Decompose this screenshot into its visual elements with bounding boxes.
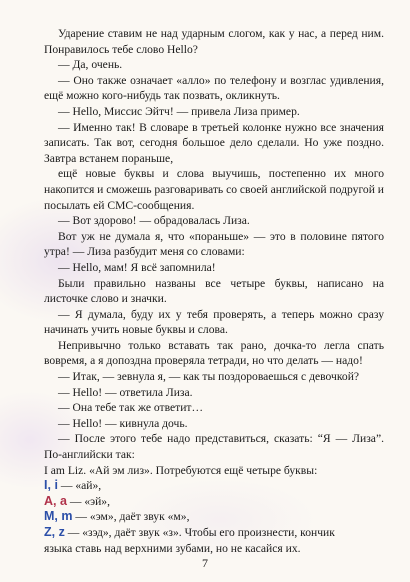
- paragraph: ещё новые буквы и слова выучишь, постепенно их много накопится и сможешь разговаривать со своей английской подругой и посылать ей СМС-сообщения.: [44, 167, 385, 212]
- page-number: 7: [202, 556, 208, 570]
- letter-separator: ,: [51, 525, 59, 539]
- letter-separator: ,: [53, 493, 60, 508]
- letter-description: — «эм», даёт звук «м»,: [72, 510, 190, 524]
- paragraph: Ударение ставим не над ударным слогом, как у нас, а перед ним. Понравилось тебе слово Hello?: [44, 27, 384, 56]
- paragraph: — Hello! — кивнула дочь.: [58, 416, 188, 430]
- paragraph: — Итак, — зевнула я, — как ты поздороваешься с девочкой?: [58, 370, 360, 384]
- paragraph: — Она тебе так же ответит…: [58, 401, 204, 415]
- letter-line-m: [44, 509, 384, 525]
- paragraph: Непривычно только вставать так рано, дочка-то легла спать вовремя, а я допоздна проверяла тетради, но что делать — надо!: [44, 338, 384, 368]
- letter-line-a: [44, 494, 384, 510]
- paragraph: — Hello, Миссис Эйтч! — привела Лиза пример.: [58, 104, 300, 118]
- text-block: [44, 26, 384, 556]
- letter-upper: A: [44, 493, 54, 508]
- letter-description: — «зэд», даёт звук «з». Чтобы его произнести, кончик: [64, 526, 335, 539]
- paragraph: Были правильно названы все четыре буквы, написано на листочке слово и значки.: [44, 276, 384, 306]
- letter-upper: M: [44, 509, 55, 524]
- letter-lower: m: [61, 509, 73, 524]
- letter-separator: ,: [54, 509, 62, 524]
- paragraph: I am Liz. «Ай эм лиз». Потребуются ещё четыре буквы:: [44, 463, 318, 477]
- letter-upper: Z: [44, 525, 52, 539]
- letter-separator: ,: [47, 478, 55, 493]
- closing-line: языка ставь над верхними зубами, но не касайся их.: [44, 541, 301, 555]
- paragraph: — Именно так! В словаре в третьей колонке нужно все значения записать. Так вот, сегодня большое дело сделали. Но уже поздно. Завтра встанем пораньше,: [44, 120, 384, 165]
- paragraph: — Hello! — ответила Лиза.: [58, 385, 193, 399]
- paragraph: — Оно также означает «алло» по телефону и возглас удивления, ещё можно кого-нибудь так позвать, окликнуть.: [44, 73, 384, 103]
- letter-line-i: [44, 478, 384, 494]
- paragraph: Вот уж не думала я, что «пораньше» — это в половине пятого утра! — Лиза разбудит меня со словами:: [44, 229, 384, 259]
- paragraph: — Да, очень.: [58, 58, 123, 72]
- letter-lower: i: [54, 478, 58, 493]
- paragraph: — Вот здорово! — обрадовалась Лиза.: [58, 214, 250, 228]
- letter-upper: I: [44, 478, 48, 493]
- letter-description: — «эй»,: [66, 494, 111, 508]
- paragraph: — Я думала, буду их у тебя проверять, а теперь можно сразу начинать учить новые буквы и слова.: [44, 307, 384, 337]
- letter-line-z: [44, 525, 384, 541]
- letter-description: — «ай»,: [57, 479, 102, 493]
- letter-lower: z: [58, 525, 65, 539]
- letter-lower: a: [59, 493, 67, 508]
- paragraph: — Hello, мам! Я всё запомнила!: [58, 260, 216, 274]
- paragraph: — После этого тебе надо представиться, сказать: “Я — Лиза”. По-английски так:: [44, 432, 384, 462]
